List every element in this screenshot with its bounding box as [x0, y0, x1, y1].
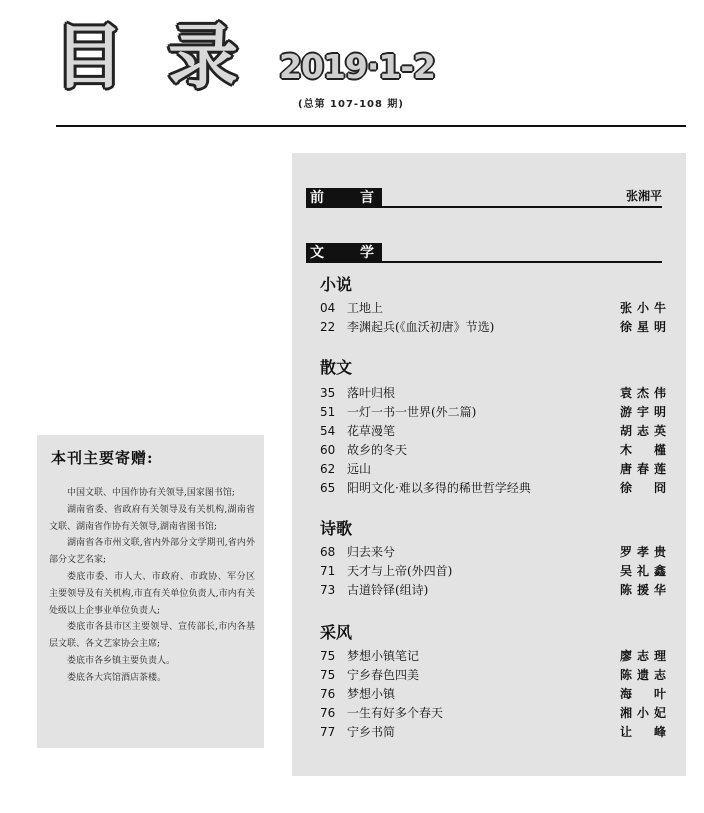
section-label-char: 前 — [310, 190, 324, 206]
distribution-paragraph: 娄底市委、市人大、市政府、市政协、军分区主要领导及有关机构,市直有关单位负责人,市内有关处级以上企事业单位负责人; — [49, 571, 255, 616]
category-heading: 采风 — [320, 623, 353, 642]
section-header-preface[interactable] — [306, 188, 662, 208]
category-heading: 小说 — [320, 275, 353, 294]
toc-page-number: 77 — [320, 725, 336, 739]
toc-page-number: 75 — [320, 649, 336, 663]
toc-author: 张小牛 — [620, 301, 666, 315]
section-label — [306, 188, 382, 208]
toc-author: 胡志英 — [620, 424, 666, 438]
toc-author: 吴礼鑫 — [620, 564, 666, 578]
toc-entry[interactable] — [320, 704, 666, 723]
toc-page-number: 75 — [320, 668, 336, 682]
distribution-paragraph: 中国文联、中国作协有关领导,国家图书馆; — [67, 488, 235, 498]
toc-entry[interactable] — [320, 581, 666, 600]
toc-author: 唐春莲 — [620, 462, 666, 476]
toc-entry[interactable] — [320, 562, 666, 581]
issue-number: (总第 107-108 期) — [298, 99, 405, 110]
category-heading: 散文 — [320, 358, 353, 377]
toc-entry[interactable] — [320, 666, 666, 685]
toc-title: 宁乡书简 — [347, 725, 396, 739]
toc-author: 罗孝贵 — [620, 545, 666, 559]
header-divider — [56, 125, 686, 127]
distribution-paragraph: 湖南省委、省政府有关领导及有关机构,湖南省文联、湖南省作协有关领导,湖南省图书馆; — [49, 504, 255, 532]
toc-author: 木 槿 — [620, 443, 666, 457]
toc-page-number: 71 — [320, 564, 336, 578]
distribution-title: 本刊主要寄赠: — [51, 449, 154, 467]
toc-page-number: 62 — [320, 462, 336, 476]
toc-entry[interactable] — [320, 685, 666, 704]
toc-page-number: 04 — [320, 301, 336, 315]
section-label-char: 学 — [360, 245, 374, 261]
distribution-paragraph: 娄底市各乡镇主要负责人。 — [67, 655, 176, 666]
page-title-char-2: 录 — [168, 16, 238, 98]
toc-title: 落叶归根 — [347, 386, 396, 400]
toc-entry[interactable] — [320, 479, 666, 498]
toc-title: 阳明文化·难以多得的稀世哲学经典 — [347, 481, 531, 495]
toc-author: 徐 冏 — [620, 481, 666, 495]
toc-title: 工地上 — [347, 301, 384, 315]
toc-page-number: 54 — [320, 424, 336, 438]
toc-entry[interactable] — [320, 299, 666, 318]
toc-entry[interactable] — [320, 403, 666, 422]
toc-author: 徐星明 — [620, 320, 666, 334]
toc-title: 梦想小镇笔记 — [347, 649, 420, 663]
toc-title: 远山 — [347, 462, 372, 476]
toc-author: 让 峰 — [620, 725, 666, 739]
toc-author: 海 叶 — [620, 687, 666, 701]
toc-title: 梦想小镇 — [347, 687, 396, 701]
toc-title: 花草漫笔 — [347, 424, 396, 438]
toc-entry[interactable] — [320, 647, 666, 666]
toc-entry[interactable] — [320, 422, 666, 441]
toc-page-number: 68 — [320, 545, 336, 559]
toc-page-number: 35 — [320, 386, 336, 400]
toc-title: 古道铃铎(组诗) — [347, 583, 429, 597]
toc-title: 一灯一书一世界(外二篇) — [347, 405, 477, 419]
toc-author: 陈遗志 — [620, 668, 666, 682]
distribution-paragraph: 娄底市各县市区主要领导、宣传部长,市内各基层文联、各文艺家协会主席; — [49, 622, 255, 650]
table-of-contents — [292, 153, 686, 776]
toc-page-number: 76 — [320, 687, 336, 701]
distribution-box — [37, 435, 264, 748]
section-rule — [382, 261, 662, 263]
toc-entry[interactable] — [320, 460, 666, 479]
toc-author: 袁杰伟 — [620, 386, 666, 400]
toc-entry[interactable] — [320, 318, 666, 337]
section-label-char: 言 — [360, 190, 374, 206]
toc-page-number: 65 — [320, 481, 336, 495]
toc-title: 宁乡春色四美 — [347, 668, 420, 682]
toc-author: 游宇明 — [620, 405, 666, 419]
toc-page-number: 76 — [320, 706, 336, 720]
toc-title: 归去来兮 — [347, 545, 396, 559]
toc-entry[interactable] — [320, 543, 666, 562]
toc-author: 廖志理 — [620, 649, 666, 663]
toc-title: 李渊起兵(《血沃初唐》节选) — [347, 320, 495, 334]
section-header-literature[interactable] — [306, 243, 662, 263]
preface-author: 张湘平 — [625, 189, 662, 203]
toc-entry[interactable] — [320, 723, 666, 742]
toc-title: 故乡的冬天 — [347, 443, 408, 457]
distribution-list — [49, 485, 255, 687]
toc-title: 一生有好多个春天 — [347, 706, 444, 720]
toc-entry[interactable] — [320, 441, 666, 460]
toc-page-number: 22 — [320, 320, 336, 334]
toc-author: 陈援华 — [620, 583, 666, 597]
toc-page-number: 60 — [320, 443, 336, 457]
section-label-char: 文 — [310, 245, 324, 261]
toc-page-number: 51 — [320, 405, 336, 419]
section-label — [306, 243, 382, 263]
section-rule — [382, 206, 662, 208]
issue-date: 2019·1-2 — [279, 47, 436, 86]
toc-page-number: 73 — [320, 583, 336, 597]
distribution-paragraph: 湖南省各市州文联,省内外部分文学期刊,省内外部分文艺名家; — [49, 538, 255, 566]
toc-title: 天才与上帝(外四首) — [347, 564, 453, 578]
toc-entry[interactable] — [320, 384, 666, 403]
category-heading: 诗歌 — [320, 519, 353, 538]
toc-author: 湘小妃 — [620, 706, 666, 720]
page-title-char-1: 目 — [54, 16, 124, 98]
distribution-paragraph: 娄底各大宾馆酒店茶楼。 — [67, 672, 167, 683]
